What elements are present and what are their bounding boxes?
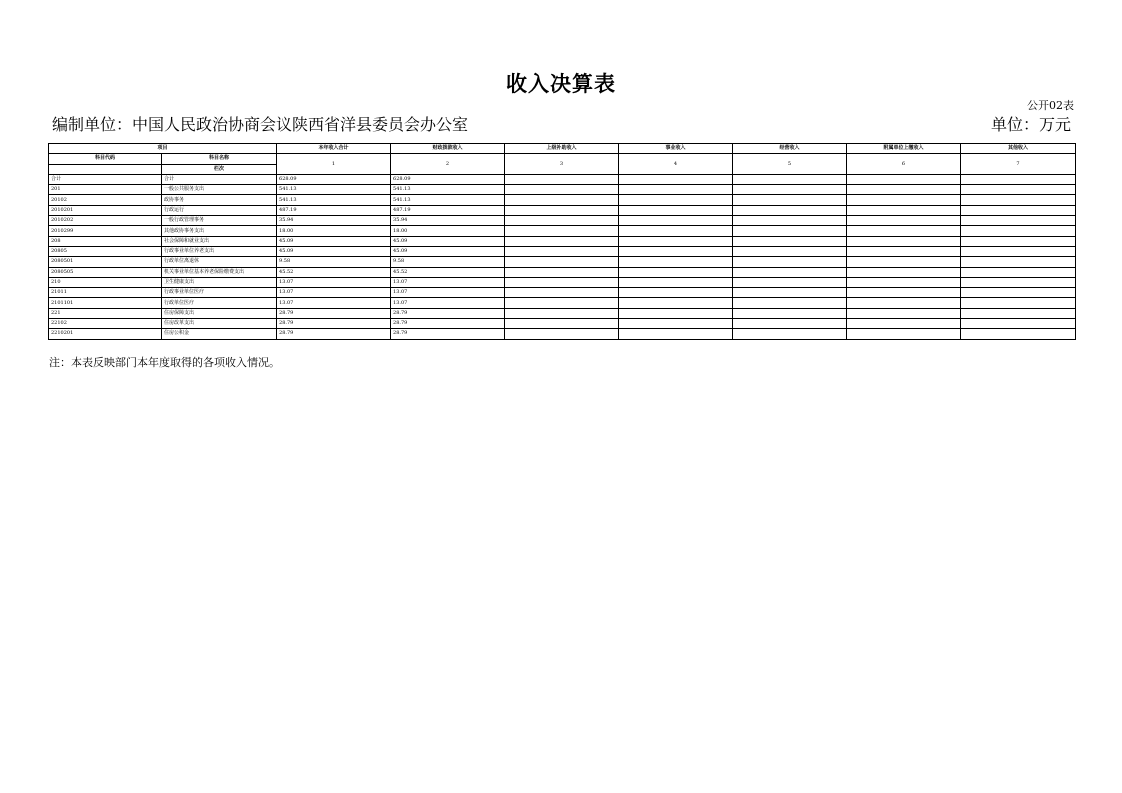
row-code: 22102 bbox=[49, 319, 162, 329]
row-value bbox=[961, 329, 1076, 339]
row-value: 9.58 bbox=[277, 257, 391, 267]
header-spacer bbox=[49, 164, 162, 174]
row-value bbox=[619, 205, 733, 215]
row-value bbox=[505, 267, 619, 277]
table-row bbox=[49, 246, 1076, 256]
row-value bbox=[961, 267, 1076, 277]
currency-unit: 单位：万元 bbox=[990, 115, 1071, 134]
table-row bbox=[49, 298, 1076, 308]
row-value bbox=[505, 277, 619, 287]
row-value bbox=[733, 226, 847, 236]
row-name: 行政事业单位医疗 bbox=[162, 288, 277, 298]
table-row bbox=[49, 216, 1076, 226]
row-value: 13.07 bbox=[277, 298, 391, 308]
row-value bbox=[847, 246, 961, 256]
row-code: 201 bbox=[49, 185, 162, 195]
row-value bbox=[505, 174, 619, 184]
row-name: 行政事业单位养老支出 bbox=[162, 246, 277, 256]
row-value bbox=[847, 298, 961, 308]
row-value bbox=[619, 288, 733, 298]
row-value bbox=[847, 205, 961, 215]
row-value bbox=[847, 226, 961, 236]
table-row bbox=[49, 257, 1076, 267]
row-value bbox=[961, 205, 1076, 215]
row-value: 487.19 bbox=[391, 205, 505, 215]
row-value bbox=[619, 277, 733, 287]
row-value bbox=[733, 267, 847, 277]
row-value bbox=[847, 288, 961, 298]
row-code: 合计 bbox=[49, 174, 162, 184]
row-value bbox=[847, 319, 961, 329]
table-row bbox=[49, 319, 1076, 329]
row-value bbox=[505, 205, 619, 215]
row-value bbox=[505, 298, 619, 308]
row-value bbox=[619, 236, 733, 246]
row-value bbox=[733, 329, 847, 339]
row-value bbox=[733, 308, 847, 318]
row-name: 行政单位离退休 bbox=[162, 257, 277, 267]
col-number: 7 bbox=[961, 154, 1076, 175]
header-col: 本年收入合计 bbox=[277, 144, 391, 154]
row-value bbox=[961, 246, 1076, 256]
row-value bbox=[505, 195, 619, 205]
row-code: 2101101 bbox=[49, 298, 162, 308]
row-value bbox=[847, 308, 961, 318]
table-row bbox=[49, 236, 1076, 246]
row-value bbox=[505, 319, 619, 329]
form-number: 公开02表 bbox=[1027, 99, 1074, 112]
col-number: 6 bbox=[847, 154, 961, 175]
row-name: 一般行政管理事务 bbox=[162, 216, 277, 226]
row-value bbox=[505, 257, 619, 267]
row-name: 机关事业单位基本养老保险缴费支出 bbox=[162, 267, 277, 277]
row-value bbox=[619, 308, 733, 318]
row-value: 18.00 bbox=[391, 226, 505, 236]
table-row bbox=[49, 329, 1076, 339]
col-number: 1 bbox=[277, 154, 391, 175]
income-table bbox=[48, 143, 1076, 340]
row-value bbox=[619, 216, 733, 226]
row-value: 45.52 bbox=[277, 267, 391, 277]
row-code: 2210201 bbox=[49, 329, 162, 339]
row-code: 208 bbox=[49, 236, 162, 246]
row-value bbox=[961, 277, 1076, 287]
row-value: 28.79 bbox=[277, 319, 391, 329]
header-col: 财政拨款收入 bbox=[391, 144, 505, 154]
header-item: 项目 bbox=[49, 144, 277, 154]
header-col: 经营收入 bbox=[733, 144, 847, 154]
row-value bbox=[505, 329, 619, 339]
row-code: 2010201 bbox=[49, 205, 162, 215]
row-value bbox=[619, 195, 733, 205]
row-name: 卫生健康支出 bbox=[162, 277, 277, 287]
row-value bbox=[733, 246, 847, 256]
row-value bbox=[961, 226, 1076, 236]
table-row bbox=[49, 195, 1076, 205]
row-value: 45.09 bbox=[391, 246, 505, 256]
row-value bbox=[847, 174, 961, 184]
row-value bbox=[847, 329, 961, 339]
col-number: 2 bbox=[391, 154, 505, 175]
row-value bbox=[733, 236, 847, 246]
row-value bbox=[733, 174, 847, 184]
row-code: 2080501 bbox=[49, 257, 162, 267]
row-value bbox=[733, 319, 847, 329]
row-value bbox=[619, 246, 733, 256]
row-value bbox=[619, 174, 733, 184]
header-col-index: 栏次 bbox=[162, 164, 277, 174]
row-value bbox=[961, 319, 1076, 329]
row-name: 合计 bbox=[162, 174, 277, 184]
row-value: 13.07 bbox=[277, 288, 391, 298]
row-name: 行政单位医疗 bbox=[162, 298, 277, 308]
header-code: 科目代码 bbox=[49, 154, 162, 164]
header-col: 上级补助收入 bbox=[505, 144, 619, 154]
table-row bbox=[49, 277, 1076, 287]
row-code: 20102 bbox=[49, 195, 162, 205]
row-value bbox=[505, 236, 619, 246]
table-row bbox=[49, 308, 1076, 318]
row-name: 其他政协事务支出 bbox=[162, 226, 277, 236]
row-value bbox=[619, 319, 733, 329]
table-row bbox=[49, 226, 1076, 236]
row-value bbox=[733, 257, 847, 267]
row-code: 221 bbox=[49, 308, 162, 318]
row-value: 487.19 bbox=[277, 205, 391, 215]
col-number: 4 bbox=[619, 154, 733, 175]
row-value bbox=[847, 267, 961, 277]
row-value bbox=[619, 329, 733, 339]
row-name: 住房公积金 bbox=[162, 329, 277, 339]
row-code: 210 bbox=[49, 277, 162, 287]
row-value bbox=[847, 236, 961, 246]
col-number: 3 bbox=[505, 154, 619, 175]
row-value bbox=[733, 205, 847, 215]
col-number: 5 bbox=[733, 154, 847, 175]
row-value: 541.13 bbox=[277, 185, 391, 195]
row-value: 45.09 bbox=[277, 236, 391, 246]
page-title: 收入决算表 bbox=[506, 71, 616, 96]
row-value bbox=[847, 216, 961, 226]
row-name: 社会保障和就业支出 bbox=[162, 236, 277, 246]
row-value: 45.52 bbox=[391, 267, 505, 277]
row-value bbox=[505, 185, 619, 195]
row-code: 20805 bbox=[49, 246, 162, 256]
row-value: 28.79 bbox=[277, 329, 391, 339]
row-value bbox=[505, 308, 619, 318]
row-value: 13.07 bbox=[391, 277, 505, 287]
row-value bbox=[847, 257, 961, 267]
row-value: 9.58 bbox=[391, 257, 505, 267]
compiling-unit: 编制单位：中国人民政治协商会议陕西省洋县委员会办公室 bbox=[52, 115, 469, 134]
row-name: 政协事务 bbox=[162, 195, 277, 205]
row-value: 45.09 bbox=[391, 236, 505, 246]
row-value bbox=[733, 288, 847, 298]
row-value bbox=[505, 216, 619, 226]
header-col: 其他收入 bbox=[961, 144, 1076, 154]
row-value bbox=[619, 185, 733, 195]
row-value: 628.09 bbox=[277, 174, 391, 184]
table-row bbox=[49, 174, 1076, 184]
row-value bbox=[961, 298, 1076, 308]
row-value bbox=[619, 267, 733, 277]
row-value bbox=[961, 216, 1076, 226]
row-value: 13.07 bbox=[391, 298, 505, 308]
row-value bbox=[505, 246, 619, 256]
row-code: 2010299 bbox=[49, 226, 162, 236]
row-value: 628.09 bbox=[391, 174, 505, 184]
header-col: 事业收入 bbox=[619, 144, 733, 154]
row-name: 行政运行 bbox=[162, 205, 277, 215]
row-value bbox=[733, 277, 847, 287]
table-row bbox=[49, 288, 1076, 298]
row-value bbox=[619, 257, 733, 267]
row-value: 28.79 bbox=[391, 329, 505, 339]
row-name: 住房改革支出 bbox=[162, 319, 277, 329]
row-value bbox=[733, 195, 847, 205]
row-value bbox=[733, 298, 847, 308]
row-value bbox=[847, 195, 961, 205]
row-name: 一般公共服务支出 bbox=[162, 185, 277, 195]
row-value bbox=[961, 195, 1076, 205]
table-row bbox=[49, 205, 1076, 215]
row-value bbox=[847, 185, 961, 195]
row-code: 2080505 bbox=[49, 267, 162, 277]
row-code: 2010202 bbox=[49, 216, 162, 226]
header-col: 附属单位上缴收入 bbox=[847, 144, 961, 154]
row-value: 13.07 bbox=[277, 277, 391, 287]
row-value: 28.79 bbox=[277, 308, 391, 318]
row-value: 45.09 bbox=[277, 246, 391, 256]
row-value bbox=[961, 236, 1076, 246]
row-value: 28.79 bbox=[391, 319, 505, 329]
row-value bbox=[733, 216, 847, 226]
row-value bbox=[961, 185, 1076, 195]
row-value bbox=[961, 288, 1076, 298]
row-value bbox=[847, 277, 961, 287]
row-value bbox=[961, 257, 1076, 267]
row-value bbox=[961, 308, 1076, 318]
row-value bbox=[733, 185, 847, 195]
row-value: 541.13 bbox=[391, 185, 505, 195]
row-value: 541.13 bbox=[391, 195, 505, 205]
table-note: 注：本表反映部门本年度取得的各项收入情况。 bbox=[49, 356, 280, 369]
row-value: 35.94 bbox=[277, 216, 391, 226]
row-value: 18.00 bbox=[277, 226, 391, 236]
row-value bbox=[619, 298, 733, 308]
row-code: 21011 bbox=[49, 288, 162, 298]
row-value bbox=[505, 226, 619, 236]
table-row bbox=[49, 185, 1076, 195]
row-value: 28.79 bbox=[391, 308, 505, 318]
table-row bbox=[49, 267, 1076, 277]
header-name: 科目名称 bbox=[162, 154, 277, 164]
row-value: 541.13 bbox=[277, 195, 391, 205]
row-value bbox=[619, 226, 733, 236]
row-value bbox=[961, 174, 1076, 184]
row-value: 35.94 bbox=[391, 216, 505, 226]
row-value: 13.07 bbox=[391, 288, 505, 298]
row-value bbox=[505, 288, 619, 298]
row-name: 住房保障支出 bbox=[162, 308, 277, 318]
